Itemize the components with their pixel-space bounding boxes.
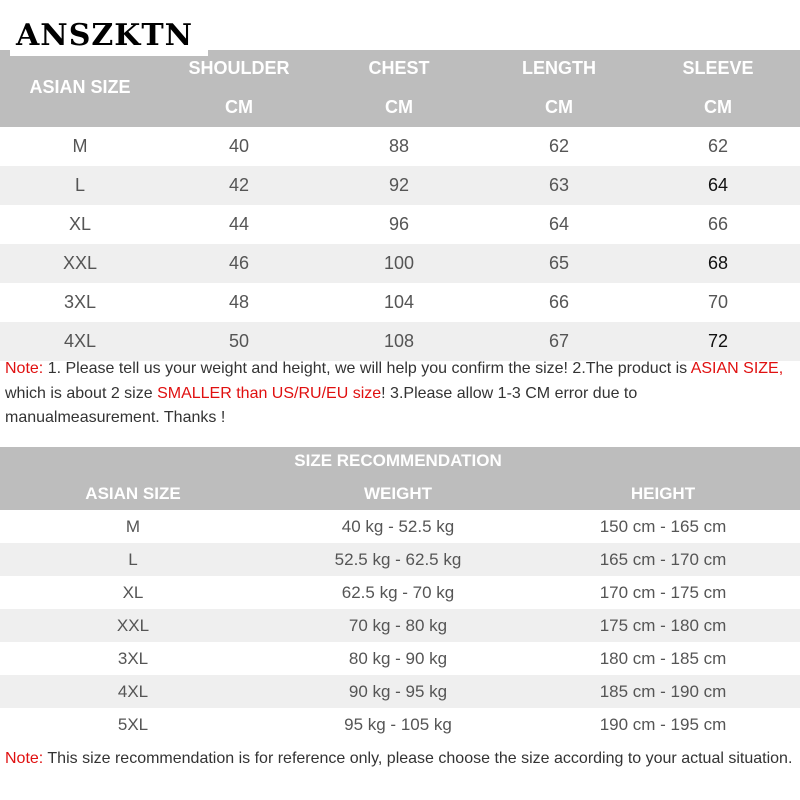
table-cell: 88 xyxy=(388,136,410,156)
table-cell: 92 xyxy=(388,175,410,195)
table-cell: 42 xyxy=(228,175,250,195)
table-cell: 104 xyxy=(383,292,415,312)
size-chart-body xyxy=(0,127,800,361)
table-cell: 80 kg - 90 kg xyxy=(348,648,448,668)
size-note xyxy=(5,357,795,431)
table-row xyxy=(0,166,800,205)
table-cell: 52.5 kg - 62.5 kg xyxy=(334,549,462,569)
table-cell: 63 xyxy=(548,175,570,195)
header-chest-unit: CM xyxy=(385,97,413,117)
recommendation-header xyxy=(0,447,800,510)
table-cell: 68 xyxy=(707,253,729,273)
table-row xyxy=(0,675,800,708)
table-row xyxy=(0,244,800,283)
table-cell: 72 xyxy=(707,331,729,351)
table-row xyxy=(0,543,800,576)
table-row xyxy=(0,322,800,361)
note-text: 1. Please tell us your weight and height, we will help you confirm the size! 2.The product is xyxy=(43,360,691,377)
note-text: ! 3.Please allow 1-3 CM error due to manualmeasurement. Thanks ! xyxy=(5,384,638,426)
note-highlight: ASIAN SIZE, xyxy=(690,360,784,377)
table-cell: M xyxy=(125,516,141,536)
header-asian-size: ASIAN SIZE xyxy=(85,484,181,503)
table-cell: 90 kg - 95 kg xyxy=(348,681,448,701)
recommendation-title: SIZE RECOMMENDATION xyxy=(294,451,502,470)
note-label: Note: xyxy=(5,360,44,377)
table-row xyxy=(0,205,800,244)
table-cell: 175 cm - 180 cm xyxy=(599,615,727,635)
header-sleeve: SLEEVE xyxy=(682,58,754,78)
table-cell: 48 xyxy=(228,292,250,312)
table-cell: 40 xyxy=(228,136,250,156)
header-chest: CHEST xyxy=(368,58,430,78)
header-shoulder: SHOULDER xyxy=(188,58,290,78)
note-text: This size recommendation is for reference only, please choose the size according to your actual situation. xyxy=(43,750,793,767)
brand-logo xyxy=(10,0,208,56)
table-cell: 50 xyxy=(228,331,250,351)
table-cell: 62 xyxy=(548,136,570,156)
table-cell: 70 xyxy=(707,292,729,312)
table-cell: 95 kg - 105 kg xyxy=(344,714,452,734)
table-cell: 185 cm - 190 cm xyxy=(599,681,727,701)
table-cell: 165 cm - 170 cm xyxy=(599,549,727,569)
table-cell: 64 xyxy=(548,214,570,234)
table-cell: 70 kg - 80 kg xyxy=(348,615,448,635)
header-length-unit: CM xyxy=(545,97,573,117)
table-cell: XL xyxy=(122,582,144,602)
header-weight: WEIGHT xyxy=(364,484,432,503)
table-cell: 62 xyxy=(707,136,729,156)
note-highlight: SMALLER than US/RU/EU size xyxy=(157,384,382,402)
header-height: HEIGHT xyxy=(630,484,696,503)
table-cell: 4XL xyxy=(117,681,149,701)
table-cell: L xyxy=(128,549,138,569)
table-cell: 66 xyxy=(707,214,729,234)
table-cell: XXL xyxy=(62,253,98,273)
note-label: Note: xyxy=(5,750,44,767)
table-row xyxy=(0,283,800,322)
table-cell: 65 xyxy=(548,253,570,273)
table-cell: 180 cm - 185 cm xyxy=(599,648,727,668)
header-shoulder-unit: CM xyxy=(225,97,253,117)
table-cell: 40 kg - 52.5 kg xyxy=(341,516,455,536)
size-chart-table xyxy=(0,50,800,361)
table-cell: 100 xyxy=(383,253,415,273)
table-row xyxy=(0,708,800,741)
note-text: which is about 2 size xyxy=(5,384,158,402)
table-cell: 5XL xyxy=(117,714,149,734)
size-recommendation-table xyxy=(0,447,800,741)
table-cell: 64 xyxy=(707,175,729,195)
recommendation-body xyxy=(0,510,800,741)
table-row xyxy=(0,642,800,675)
table-row xyxy=(0,127,800,166)
table-cell: M xyxy=(72,136,88,156)
table-cell: 4XL xyxy=(63,331,97,351)
brand-name: ANSZKTN xyxy=(16,18,194,53)
table-cell: XL xyxy=(68,214,92,234)
table-cell: 3XL xyxy=(63,292,97,312)
table-cell: 190 cm - 195 cm xyxy=(599,714,727,734)
table-cell: 170 cm - 175 cm xyxy=(599,582,727,602)
table-cell: XXL xyxy=(116,615,150,635)
recommendation-note xyxy=(5,748,795,769)
table-cell: 150 cm - 165 cm xyxy=(599,516,727,536)
table-cell: L xyxy=(74,175,85,195)
table-cell: 96 xyxy=(388,214,410,234)
header-asian-size: ASIAN SIZE xyxy=(29,77,131,97)
header-sleeve-unit: CM xyxy=(704,97,732,117)
table-cell: 3XL xyxy=(117,648,149,668)
header-length: LENGTH xyxy=(522,58,596,78)
table-row xyxy=(0,609,800,642)
size-chart-header xyxy=(0,50,800,127)
table-row xyxy=(0,576,800,609)
table-cell: 44 xyxy=(228,214,250,234)
table-cell: 66 xyxy=(548,292,570,312)
table-cell: 62.5 kg - 70 kg xyxy=(341,582,455,602)
table-row xyxy=(0,510,800,543)
table-cell: 108 xyxy=(383,331,415,351)
table-cell: 67 xyxy=(548,331,570,351)
table-cell: 46 xyxy=(228,253,250,273)
